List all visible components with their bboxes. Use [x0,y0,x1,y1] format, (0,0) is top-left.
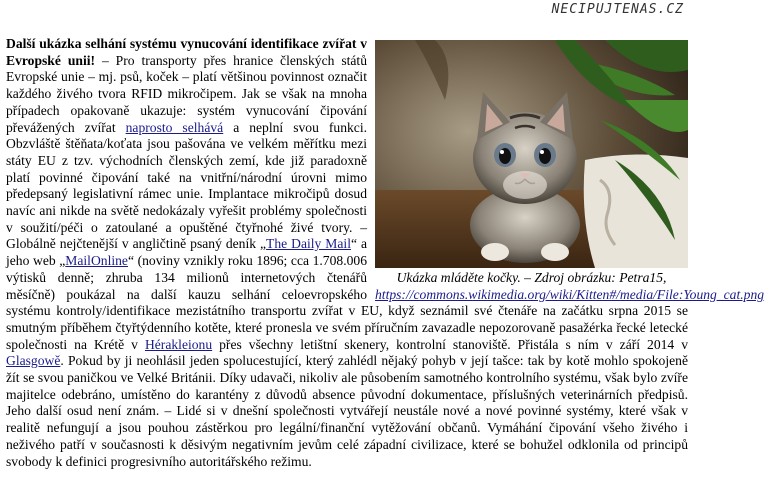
kitten-photo [375,40,688,268]
article-text-1: – Pro transporty přes hranice členských států Evropské unie – mj. psů, koček – platí většinou povinnost označit každého živého tvora RFID mikročipem. Jak se však na mnoha případech opakovaně ukazuje: systém vynucování čipování převážených zvířat [6,52,367,135]
article-text-4: “ (noviny vznikly roku 1896; cca 1.708.006 výtisků denně; zhruba 134 milionů internetových čtenářů měsíčně) poukázal na další kauzu selhání celoevropského systému kontroly/identifikace mezistátního transportu zvířat v EU, když seznámil své čtenáře na začátku srpna 2015 se smutným příběhem čtyřtýdenního kotěte, které pronesla ve svém příručním zavazadle nepozorovaně pasažérka řecké letecké společnosti na Krétě v [6,253,688,352]
kitten-figure [375,40,764,303]
site-logo: NECIPUJTENAS.CZ [551,2,684,17]
link-daily-mail[interactable]: The Daily Mail [266,236,351,252]
caption-source-link[interactable]: https://commons.wikimedia.org/wiki/Kitten#/media/File:Young_cat.png [375,286,764,302]
link-heraklion[interactable]: Hérakleionu [144,336,213,352]
article-text-6: . Pokud by ji neohlásil jeden spolucestující, který zahlédl nějaký pohyb v její tašce: tak by kotě mohlo spokojeně žít se svou paničkou ve Velké Británii. Díky udavači, nikoliv ale působením samotného kontrolního systému, však bylo zvíře majitelce odebráno, umístěno do karantény z důvodů absence původní dokumentace, příslušných veterinárních předpisů. Jeho další osud není znám. – Lidé si v dnešní společnosti vytvářejí neustále nové a nové povinné systémy, které však v realitě nefungují a jsou pouhou zástěrkou pro legální/finanční vytěžování občanů. Vymáhání čipování všeho živého i neživého patří v současnosti k děsivým negativním jevům celé západní civilizace, které se bohužel odklonila od principů svobody k definici progresivního autoritářského režimu. [6,353,688,469]
article-lead: Další ukázka selhání systému vynucování identifikace zvířat v Evropské unii! [6,36,367,68]
article-text-3: “ a jeho web „ [6,236,367,269]
article-text-2: a neplní svou funkci. Obzvláště štěňata/koťata jsou pašována ve velkém měřítku mezi státy EU z tzv. východních členských zemí, kde již paradoxně platí povinné čipování také na vnitřní/národní úrovni mimo předepsaný legislativní rámec unie. Implantace mikročipů dosud navíc ani nikde na světě nedokázaly vyřešit problémy společnosti v soužití/péči o zatoulané a opuštěné čtyřnohé živé tvory. – Globálně nejčtenější v angličtině psaný deník „ [6,119,367,252]
article-body [6,36,764,470]
caption-text: Ukázka mláděte kočky. – Zdroj obrázku: Petra15, [396,270,667,285]
link-glasgow[interactable]: Glasgowě [6,353,61,369]
figure-caption [375,270,764,303]
link-mailonline[interactable]: MailOnline [65,253,128,269]
article-text-5: přes všechny letištní skenery, kontrolní stanoviště. Přistála s ním v září 2014 v [212,336,688,352]
link-naprosto-selhava[interactable]: naprosto selhává [125,119,224,135]
